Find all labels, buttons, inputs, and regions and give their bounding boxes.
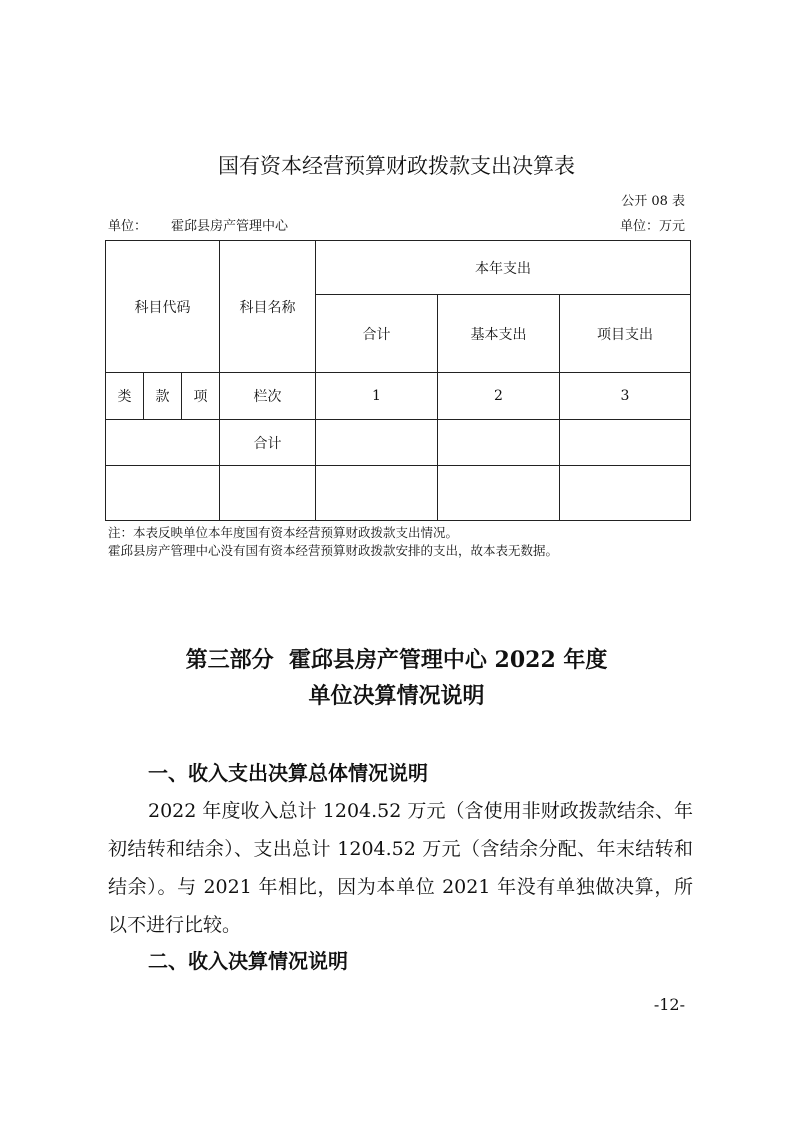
row-xiang: 项 xyxy=(182,373,220,420)
row-lanci: 栏次 xyxy=(220,373,316,420)
col-basic-header: 基本支出 xyxy=(438,295,560,373)
unit-org: 霍邱县房产管理中心 xyxy=(171,219,289,234)
col-num-3: 3 xyxy=(560,373,691,420)
section-2-heading: 二、收入决算情况说明 xyxy=(148,949,348,973)
unit-currency: 单位：万元 xyxy=(619,219,685,234)
budget-table xyxy=(105,240,691,521)
unit-label: 单位： xyxy=(108,219,148,234)
col-total-header: 合计 xyxy=(316,295,438,373)
part-title xyxy=(0,642,793,714)
row-total-label: 合计 xyxy=(220,420,316,466)
col-code-header: 科目代码 xyxy=(106,241,220,373)
table-title: 国有资本经营预算财政拨款支出决算表 xyxy=(218,154,575,178)
row-lei: 类 xyxy=(106,373,144,420)
col-year-expense-header: 本年支出 xyxy=(316,241,691,295)
table-notes xyxy=(108,524,558,560)
section-1-heading: 一、收入支出决算总体情况说明 xyxy=(148,761,428,785)
col-name-header: 科目名称 xyxy=(220,241,316,373)
row-kuan: 款 xyxy=(144,373,182,420)
note-line-2: 霍邱县房产管理中心没有国有资本经营预算财政拨款安排的支出，故本表无数据。 xyxy=(108,543,559,558)
page-number: -12- xyxy=(653,995,685,1014)
table-row xyxy=(106,466,691,521)
note-line-1: 注：本表反映单位本年度国有资本经营预算财政拨款支出情况。 xyxy=(108,525,459,540)
col-num-2: 2 xyxy=(438,373,560,420)
form-code: 公开 08 表 xyxy=(621,194,685,209)
section-1-body: 2022 年度收入总计 1204.52 万元（含使用非财政拨款结余、年初结转和结余）、支出总计 1204.52 万元（含结余分配、年末结转和结余）。与 2021 年相比，因为本单位 2021 年没有单独做决算，所以不进行比较。 xyxy=(108,800,693,936)
table-row xyxy=(106,420,691,466)
part-title-line-1: 第三部分 霍邱县房产管理中心 2022 年度 xyxy=(185,647,608,673)
part-title-line-2: 单位决算情况说明 xyxy=(308,683,485,709)
col-project-header: 项目支出 xyxy=(560,295,691,373)
unit-org-info xyxy=(108,215,288,234)
col-num-1: 1 xyxy=(316,373,438,420)
